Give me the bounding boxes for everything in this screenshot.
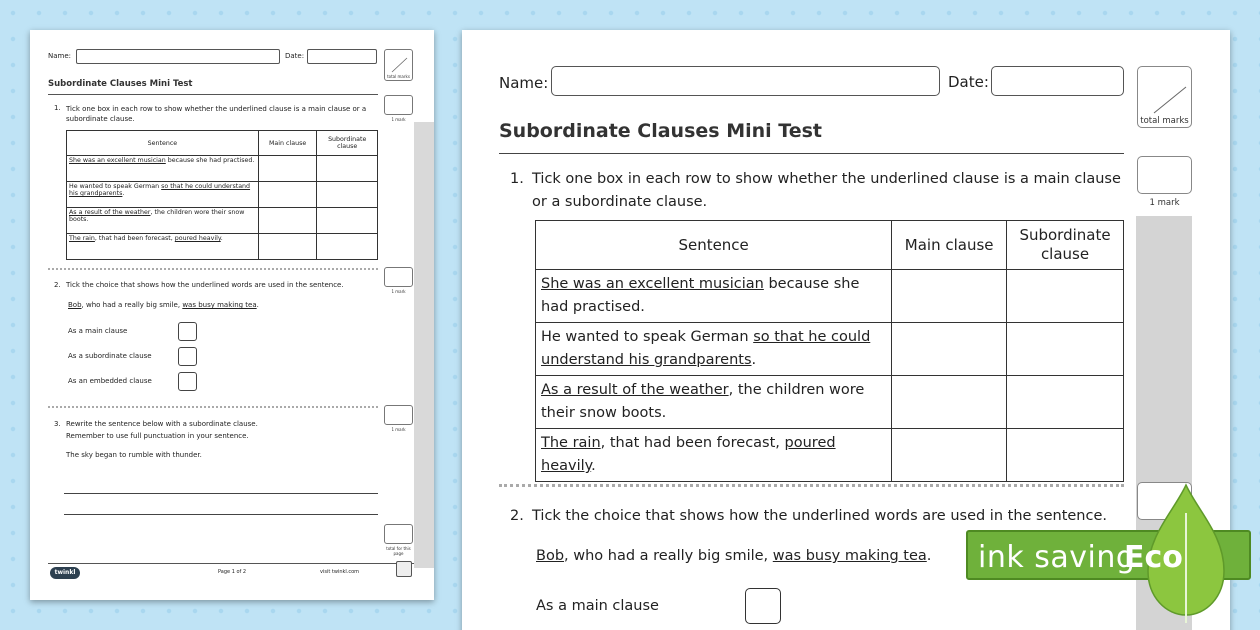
name-label: Name: [499, 74, 549, 92]
slash-icon [1138, 67, 1190, 117]
underlined-text: As a result of the weather [69, 209, 151, 216]
q3-line2: Remember to use full punctuation in your sentence. [66, 432, 249, 440]
twinkl-logo: twinkl [50, 567, 80, 579]
sentence-text: He wanted to speak German [69, 183, 162, 190]
underlined-text: The rain [69, 235, 95, 242]
sentence-text: . [256, 301, 259, 309]
q3-number: 3. [54, 420, 61, 428]
main-clause-cell[interactable] [892, 376, 1007, 429]
subordinate-clause-cell[interactable] [317, 156, 378, 182]
page-title: Subordinate Clauses Mini Test [48, 79, 193, 89]
ink-saving-eco-badge [966, 483, 1260, 630]
table-row [536, 270, 1124, 323]
subordinate-clause-cell[interactable] [317, 182, 378, 208]
q3-mark-label: 1 mark [391, 427, 406, 432]
q1-table [535, 220, 1124, 482]
option-checkbox[interactable] [178, 322, 197, 341]
q2-text: Tick the choice that shows how the underlined words are used in the sentence. [66, 281, 344, 289]
q2-mark-box[interactable] [384, 267, 413, 287]
ink-saving-text: ink saving [978, 540, 1136, 575]
title-rule [48, 94, 378, 95]
sentence-text: , who had a really big smile, [564, 548, 773, 564]
underlined-text: Bob [68, 301, 82, 309]
q1-mark-box[interactable] [384, 95, 413, 115]
option-label: As an embedded clause [68, 377, 152, 385]
option-checkbox[interactable] [178, 347, 197, 366]
main-clause-cell[interactable] [892, 429, 1007, 482]
section-divider [48, 268, 378, 270]
column-header: Sentence [67, 131, 259, 156]
option-checkbox[interactable] [745, 588, 781, 624]
sentence-text: , that had been forecast, [94, 235, 175, 242]
date-field[interactable] [307, 49, 377, 64]
q1-mark-label: 1 mark [391, 117, 406, 122]
sentence-text: , the children wore their snow boots. [541, 382, 865, 421]
q1-table [66, 130, 378, 260]
q1-mark-box[interactable] [1137, 156, 1192, 194]
option-checkbox[interactable] [178, 372, 197, 391]
table-row [67, 182, 378, 208]
q3-mark-box[interactable] [384, 405, 413, 425]
table-row [67, 234, 378, 260]
eco-text: Eco [1124, 540, 1183, 575]
option-label: As a subordinate clause [68, 352, 152, 360]
column-header: Sentence [536, 221, 892, 270]
q1-text: Tick one box in each row to show whether the underlined clause is a main clause or a subordinate clause. [66, 105, 367, 123]
main-clause-cell[interactable] [258, 182, 317, 208]
subordinate-clause-cell[interactable] [1007, 323, 1124, 376]
underlined-text: so that he could understand his grandparents [541, 329, 871, 368]
title-rule [499, 153, 1124, 154]
subordinate-clause-cell[interactable] [317, 234, 378, 260]
footer-url: visit twinkl.com [320, 569, 360, 575]
section-divider [48, 406, 378, 408]
q3-line1: Rewrite the sentence below with a subordinate clause. [66, 420, 258, 428]
main-clause-cell[interactable] [258, 208, 317, 234]
underlined-text: The rain [541, 435, 601, 451]
marks-strip [414, 122, 434, 568]
subordinate-clause-cell[interactable] [1007, 429, 1124, 482]
answer-line[interactable] [64, 514, 378, 515]
subordinate-clause-cell[interactable] [1007, 270, 1124, 323]
table-row [67, 208, 378, 234]
sentence-text: , who had a really big smile, [81, 301, 183, 309]
q2-number: 2. [510, 508, 524, 524]
q1-number: 1. [510, 171, 524, 187]
q2-text: Tick the choice that shows how the underlined words are used in the sentence. [532, 508, 1108, 524]
page-title: Subordinate Clauses Mini Test [499, 120, 822, 142]
main-clause-cell[interactable] [892, 323, 1007, 376]
sentence-text: . [926, 548, 932, 564]
sentence-text: because she had practised. [165, 157, 255, 164]
table-row [536, 323, 1124, 376]
name-field[interactable] [551, 66, 940, 96]
sentence-text: . [220, 235, 223, 242]
sentence-text: He wanted to speak German [541, 329, 754, 345]
underlined-text: As a result of the weather [541, 382, 729, 398]
column-header: Main clause [892, 221, 1007, 270]
name-label: Name: [48, 52, 72, 60]
total-marks-label: total marks [387, 74, 410, 79]
underlined-text: poured heavily [541, 435, 836, 474]
date-label: Date: [285, 52, 305, 60]
q1-mark-label: 1 mark [1149, 198, 1180, 208]
underlined-text: Bob [536, 548, 565, 564]
main-clause-cell[interactable] [258, 156, 317, 182]
sentence-text: . [591, 458, 596, 474]
underlined-text: so that he could understand his grandparents [69, 183, 251, 197]
sentence-text: because she had practised. [541, 276, 860, 315]
q1-number: 1. [54, 104, 61, 112]
table-row [67, 156, 378, 182]
option-label: As a main clause [68, 327, 128, 335]
qr-icon [396, 561, 412, 577]
answer-line[interactable] [64, 493, 378, 494]
main-clause-cell[interactable] [892, 270, 1007, 323]
sentence-text: . [751, 352, 757, 368]
date-field[interactable] [991, 66, 1124, 96]
page-number: Page 1 of 2 [218, 569, 247, 575]
column-header: Subordinate clause [1007, 221, 1124, 270]
page-total-label: total for this page [386, 546, 411, 556]
underlined-text: was busy making tea [182, 301, 257, 309]
sentence-text: , that had been forecast, [600, 435, 785, 451]
column-header: Main clause [258, 131, 317, 156]
page-total-box[interactable] [384, 524, 413, 544]
q2-number: 2. [54, 281, 61, 289]
main-clause-cell[interactable] [258, 234, 317, 260]
sentence-text: , the children wore their snow boots. [69, 209, 245, 223]
worksheet-thumbnail-page [30, 30, 434, 600]
underlined-text: She was an excellent musician [541, 276, 764, 292]
table-row [536, 376, 1124, 429]
slash-icon [385, 50, 412, 74]
table-row [536, 429, 1124, 482]
column-header: Subordinate clause [317, 131, 378, 156]
underlined-text: She was an excellent musician [69, 157, 166, 164]
underlined-text: poured heavily [174, 235, 221, 242]
sentence-text: . [122, 190, 125, 197]
name-field[interactable] [76, 49, 280, 64]
total-marks-label: total marks [1140, 116, 1189, 126]
q2-mark-label: 1 mark [391, 289, 406, 294]
subordinate-clause-cell[interactable] [1007, 376, 1124, 429]
underlined-text: was busy making tea [772, 548, 927, 564]
q3-prompt: The sky began to rumble with thunder. [66, 451, 202, 459]
subordinate-clause-cell[interactable] [317, 208, 378, 234]
date-label: Date: [948, 73, 989, 91]
option-label: As a main clause [536, 598, 659, 614]
q1-text: Tick one box in each row to show whether the underlined clause is a main clause or a subordinate clause. [532, 171, 1121, 210]
footer-rule [48, 563, 414, 564]
